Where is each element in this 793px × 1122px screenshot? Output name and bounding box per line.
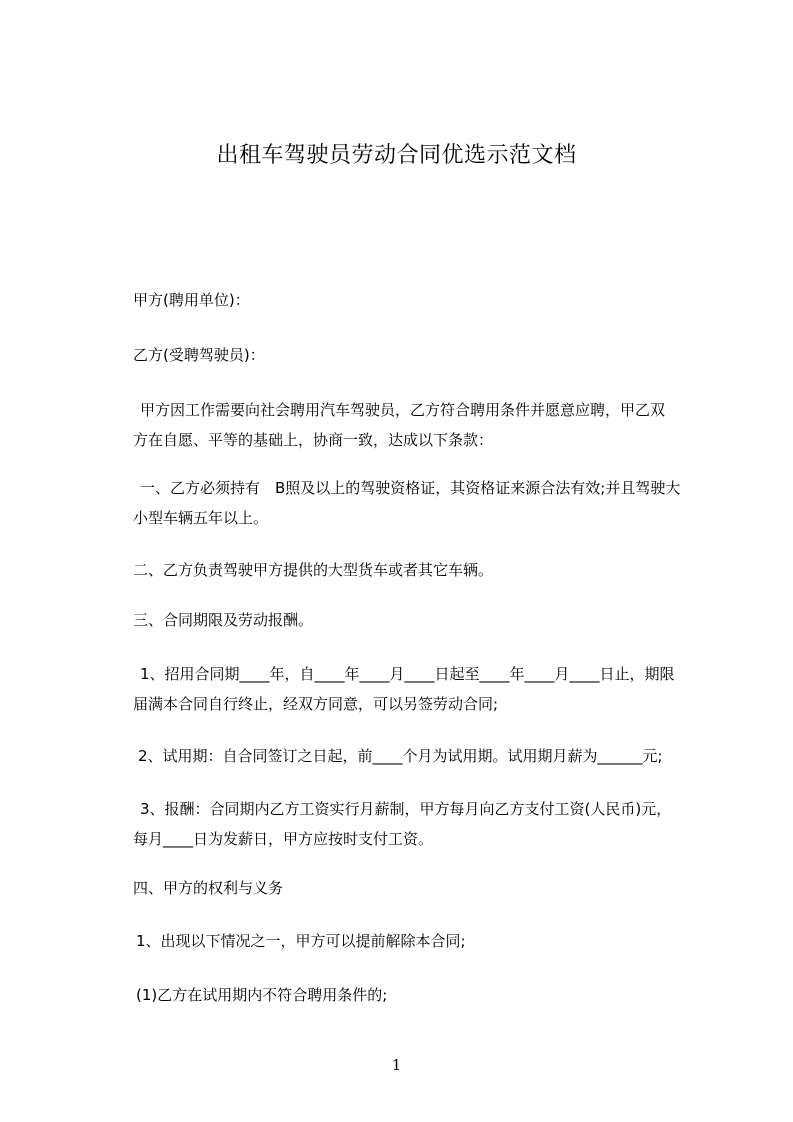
clause-2-line: 二、乙方负责驾驶甲方提供的大型货车或者其它车辆。: [133, 561, 494, 579]
clause-3-item-1-line-2: 届满本合同自行终止，经双方同意，可以另签劳动合同;: [133, 695, 499, 713]
clause-1-paragraph: [133, 473, 720, 533]
clause-1-line-1: 一、乙方必须持有 B照及以上的驾驶资格证，其资格证来源合法有效;并且驾驶大: [140, 479, 681, 497]
clause-4-item-1-sub-1: (1)乙方在试用期内不符合聘用条件的;: [136, 986, 388, 1004]
document-title: 出租车驾驶员劳动合同优选示范文档: [216, 143, 577, 168]
clause-4-item-1: 1、出现以下情况之一，甲方可以提前解除本合同;: [136, 932, 466, 950]
clause-3-heading: 三、合同期限及劳动报酬。: [133, 611, 314, 629]
clause-3-item-2: 2、试用期：自合同签订之日起，前____个月为试用期。试用期月薪为______元;: [138, 747, 663, 765]
party-b-line: 乙方(受聘驾驶员)：: [133, 346, 265, 364]
page-number: 1: [391, 1056, 402, 1074]
preamble-paragraph: [133, 395, 720, 455]
preamble-line-2: 方在自愿、平等的基础上，协商一致，达成以下条款：: [133, 431, 494, 449]
clause-3-item-3-line-1: 3、报酬：合同期内乙方工资实行月薪制，甲方每月向乙方支付工资(人民币)元，: [140, 800, 672, 818]
party-a-line: 甲方(聘用单位)：: [133, 291, 250, 309]
clause-4-heading: 四、甲方的权利与义务: [133, 879, 284, 897]
preamble-line-1: 甲方因工作需要向社会聘用汽车驾驶员，乙方符合聘用条件并愿意应聘，甲乙双: [140, 401, 666, 419]
clause-3-item-3: [133, 794, 720, 854]
clause-3-item-1: [133, 659, 720, 719]
clause-3-item-3-line-2: 每月____日为发薪日，甲方应按时支付工资。: [133, 830, 434, 848]
clause-3-item-1-line-1: 1、招用合同期____年，自____年____月____日起至____年____月____日止，期限: [140, 665, 675, 683]
clause-1-line-2: 小型车辆五年以上。: [133, 509, 269, 527]
